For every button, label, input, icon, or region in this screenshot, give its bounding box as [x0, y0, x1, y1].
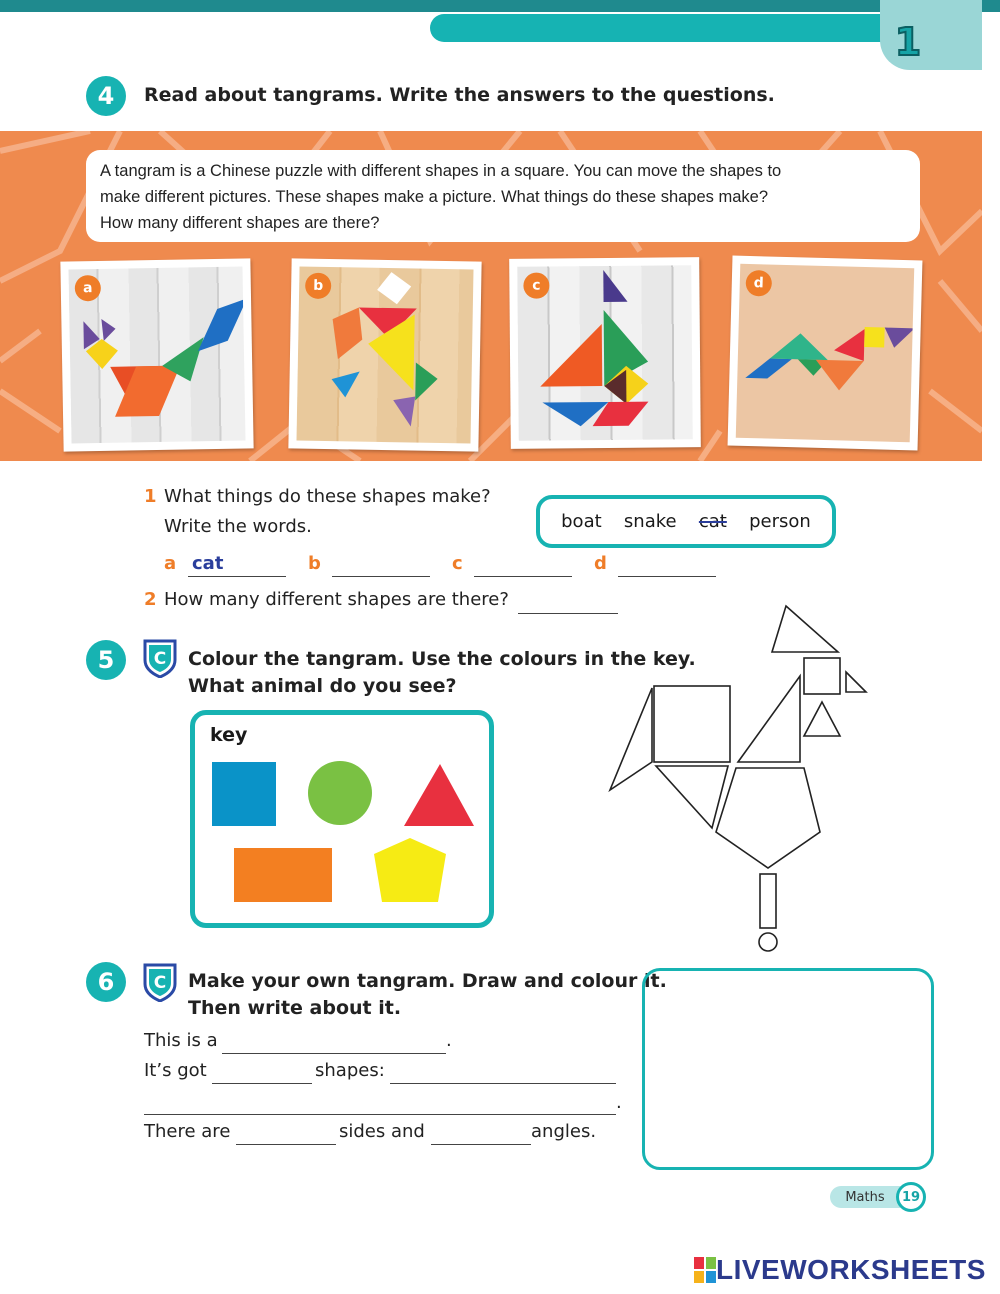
- svg-text:C: C: [153, 649, 167, 669]
- answer-d-label: d: [594, 553, 607, 574]
- tangram-name-field[interactable]: [222, 1030, 446, 1054]
- reading-passage: [86, 150, 920, 242]
- key-circle: [308, 761, 372, 825]
- question-1-number: 1: [144, 486, 157, 507]
- reading-line: How many different shapes are there?: [100, 214, 380, 232]
- photo-d-label: d: [745, 270, 772, 297]
- header-bar: [0, 0, 1000, 12]
- liveworksheets-brand: LIVEWORKSHEETS: [716, 1254, 986, 1285]
- exercise-6-instruction-2: Then write about it.: [188, 997, 402, 1019]
- photo-a: [60, 258, 253, 451]
- colour-key-shapes: [200, 750, 490, 920]
- answer-c-field[interactable]: [474, 553, 572, 577]
- svg-text:C: C: [153, 973, 167, 993]
- rooster-tangram-outline[interactable]: [600, 600, 880, 960]
- question-2-number: 2: [144, 589, 157, 610]
- answer-c-label: c: [452, 553, 463, 574]
- photo-b: [288, 258, 481, 451]
- answer-b-label: b: [308, 553, 321, 574]
- question-2-text: How many different shapes are there?: [164, 589, 509, 610]
- period: .: [616, 1092, 622, 1113]
- angles-count-field[interactable]: [431, 1121, 531, 1145]
- shapes-list-field-2[interactable]: [144, 1091, 616, 1115]
- answer-d-field[interactable]: [618, 553, 716, 577]
- photo-b-label: b: [305, 273, 331, 299]
- unit-number: 1: [894, 20, 922, 64]
- shield-icon: [142, 962, 178, 1002]
- liveworksheets-logo-icon: [694, 1257, 716, 1283]
- drawing-area[interactable]: [642, 968, 934, 1170]
- exercise-5-number: 5: [86, 640, 126, 680]
- key-label: key: [210, 724, 248, 746]
- question-1-subtext: Write the words.: [164, 516, 312, 537]
- sentence-there-are: There are: [144, 1121, 231, 1142]
- exercise-6-number: 6: [86, 962, 126, 1002]
- exercise-5-instruction-1: Colour the tangram. Use the colours in the key.: [188, 648, 696, 670]
- question-1-text: What things do these shapes make?: [164, 486, 491, 507]
- answer-a-label: a: [164, 553, 177, 574]
- shape-count-field[interactable]: [212, 1060, 312, 1084]
- sentence-sides-and: sides and: [339, 1121, 425, 1142]
- word-person: person: [749, 511, 811, 532]
- photo-c: [509, 257, 701, 449]
- photo-a-label: a: [75, 275, 101, 301]
- exercise-4-number: 4: [86, 76, 126, 116]
- photo-d: [728, 256, 923, 451]
- period: .: [446, 1030, 452, 1051]
- header-pill: [430, 14, 900, 42]
- key-triangle: [404, 764, 474, 826]
- sentence-angles: angles.: [531, 1121, 597, 1142]
- page-number: 19: [896, 1182, 926, 1212]
- shield-icon: [142, 638, 178, 678]
- liveworksheets-logo: [694, 1252, 986, 1288]
- exercise-5-instruction-2: What animal do you see?: [188, 675, 457, 697]
- reading-line: make different pictures. These shapes make a picture. What things do these shapes make?: [100, 188, 769, 206]
- key-pentagon: [374, 838, 446, 902]
- word-boat: boat: [561, 511, 602, 532]
- key-square: [212, 762, 276, 826]
- photo-c-label: c: [523, 272, 549, 298]
- exercise-6-instruction-1: Make your own tangram. Draw and colour it.: [188, 970, 667, 992]
- reading-line: A tangram is a Chinese puzzle with different shapes in a square. You can move the shapes to: [100, 162, 782, 180]
- answer-a-field[interactable]: cat: [188, 553, 286, 577]
- word-cat-crossed: cat: [698, 511, 727, 532]
- sentence-shapes: shapes:: [315, 1060, 385, 1081]
- word-box: [536, 495, 836, 548]
- exercise-4-instruction: Read about tangrams. Write the answers to the questions.: [144, 84, 775, 106]
- sides-count-field[interactable]: [236, 1121, 336, 1145]
- key-rectangle: [234, 848, 332, 902]
- sentence-this-is: This is a: [144, 1030, 218, 1051]
- subject-label: Maths: [830, 1186, 900, 1208]
- answer-b-field[interactable]: [332, 553, 430, 577]
- sentence-its-got: It’s got: [144, 1060, 207, 1081]
- shapes-list-field[interactable]: [390, 1060, 616, 1084]
- word-snake: snake: [623, 511, 677, 532]
